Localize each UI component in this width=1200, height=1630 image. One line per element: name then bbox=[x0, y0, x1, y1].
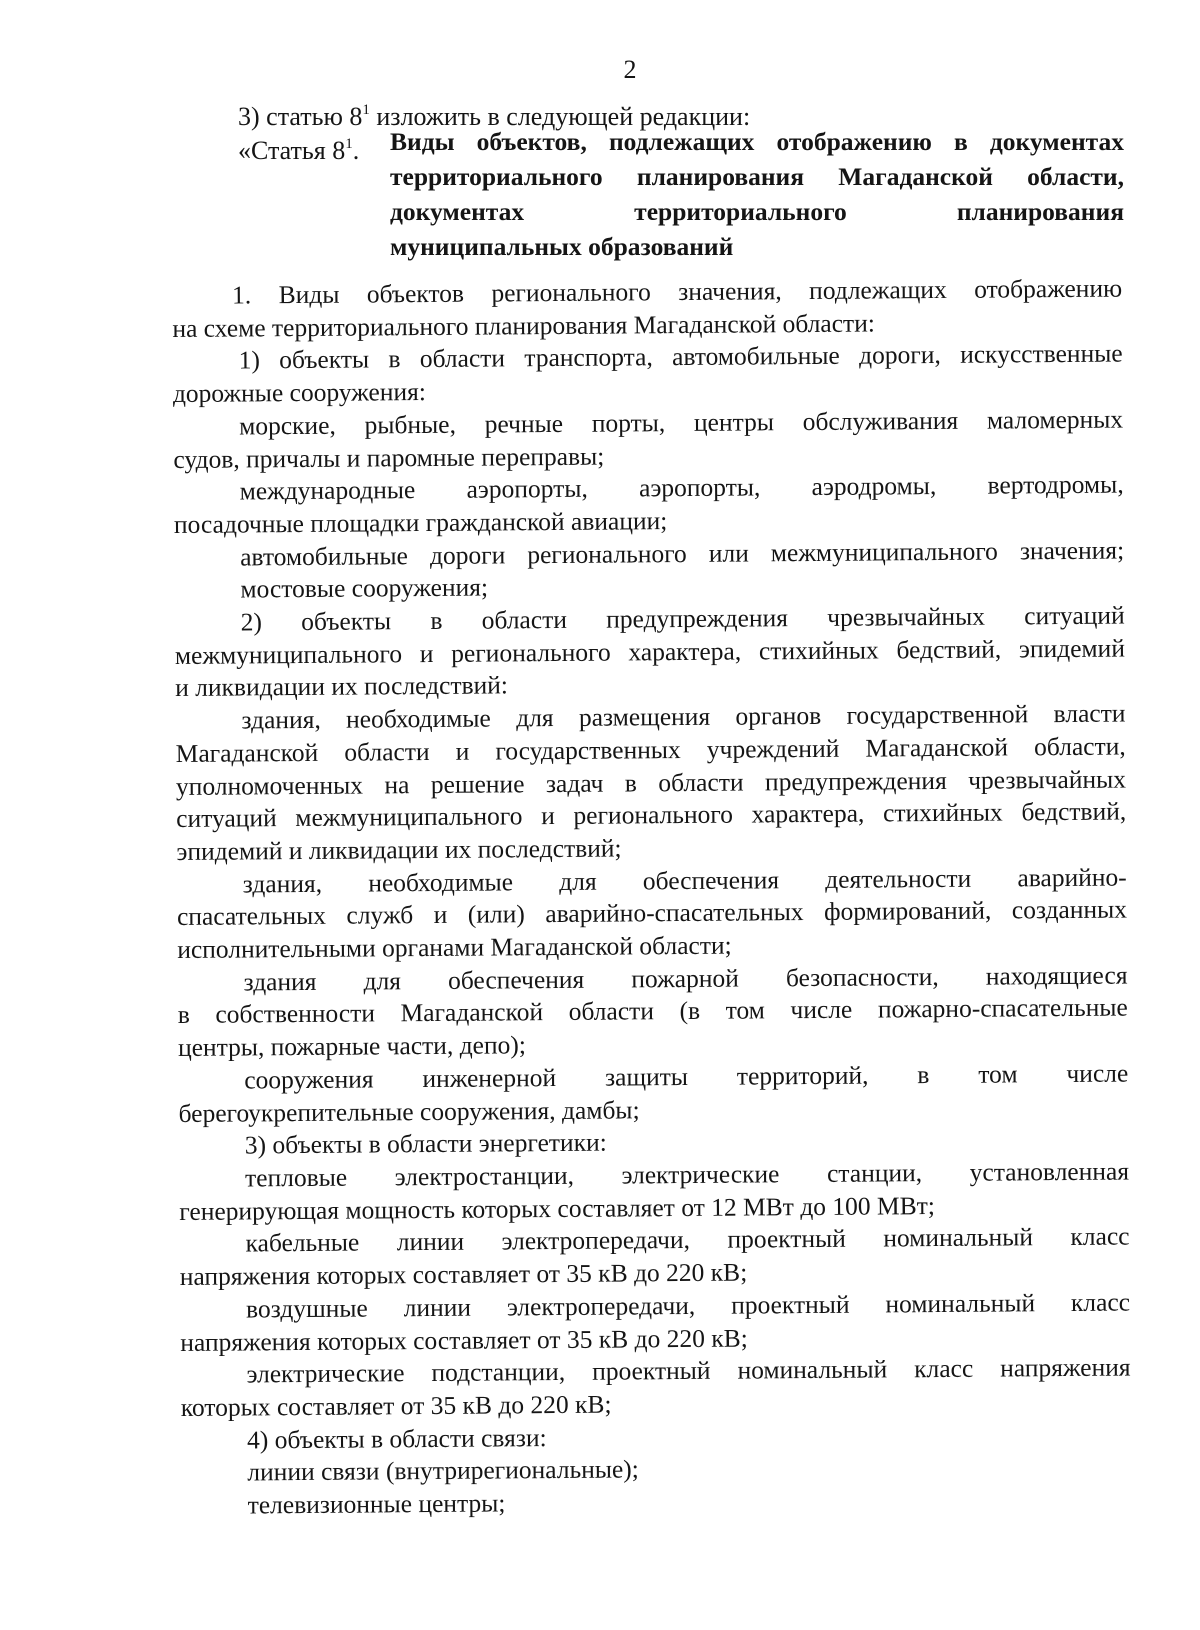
article-title-line: документах территориального планирования bbox=[390, 197, 1124, 226]
body-line: 2) объекты в области предупреждения чрезвычайных ситуаций bbox=[240, 600, 1125, 637]
body-line: генерирующая мощность которых составляет от 12 МВт до 100 МВт; bbox=[179, 1190, 936, 1226]
body-line: спасательных служб и (или) аварийно-спасательных формирований, созданных bbox=[176, 894, 1128, 932]
body-line: телевизионные центры; bbox=[247, 1488, 506, 1520]
body-line: в собственности Магаданской области (в том числе пожарно-спасательные bbox=[177, 992, 1128, 1030]
body-line: судов, причалы и паромные переправы; bbox=[173, 441, 605, 474]
body-line: кабельные линии электропередачи, проектный номинальный класс bbox=[245, 1221, 1130, 1258]
body-line: международные аэропорты, аэропорты, аэродромы, вертодромы, bbox=[239, 469, 1124, 506]
body-line: напряжения которых составляет от 35 кВ до 220 кВ; bbox=[180, 1323, 748, 1357]
article-title-line: муниципальных образований bbox=[390, 232, 734, 261]
body-line: уполномоченных на решение задач в области предупреждения чрезвычайных bbox=[175, 764, 1127, 801]
body-line: воздушные линии электропередачи, проектный номинальный класс bbox=[245, 1287, 1131, 1324]
body-line: мостовые сооружения; bbox=[240, 572, 489, 604]
body-line: сооружения инженерной защиты территорий, в том числе bbox=[244, 1058, 1129, 1095]
body-line: которых составляет от 35 кВ до 220 кВ; bbox=[180, 1389, 612, 1422]
body-line: 4) объекты в области связи: bbox=[246, 1422, 547, 1455]
body-line: 1) объекты в области транспорта, автомобильные дороги, искусственные bbox=[238, 338, 1123, 375]
body-line: автомобильные дороги регионального или межмуниципального значения; bbox=[240, 535, 1125, 572]
body-line: здания, необходимые для обеспечения деятельности аварийно- bbox=[242, 862, 1127, 899]
intro-text-start: 3) статью 8 bbox=[238, 102, 363, 131]
article-label-superscript: 1 bbox=[345, 136, 353, 152]
body-line: напряжения которых составляет от 35 кВ до 220 кВ; bbox=[179, 1257, 748, 1292]
article-label-dot: . bbox=[352, 136, 360, 165]
article-title bbox=[390, 124, 1124, 264]
body-line: эпидемий и ликвидации их последствий; bbox=[176, 833, 622, 866]
article-label-text: «Статья 8 bbox=[238, 136, 346, 165]
body-line: здания, необходимые для размещения органов государственной власти bbox=[241, 698, 1126, 735]
body-line: посадочные площадки гражданской авиации; bbox=[173, 506, 668, 539]
body-line: линии связи (внутрирегиональные); bbox=[247, 1454, 639, 1487]
body-line: тепловые электростанции, электрические станции, установленная bbox=[244, 1156, 1130, 1193]
page-number: 2 bbox=[623, 55, 637, 84]
article-title-line: Виды объектов, подлежащих отображению в документах bbox=[390, 127, 1124, 156]
body-line: дорожные сооружения: bbox=[172, 377, 427, 409]
body-line: берегоукрепительные сооружения, дамбы; bbox=[178, 1094, 640, 1128]
article-label bbox=[238, 136, 359, 166]
body-line: 1. Виды объектов регионального значения, подлежащих отображению bbox=[232, 273, 1123, 310]
body-line: на схеме территориального планирования Магаданской области: bbox=[172, 308, 875, 343]
article-body bbox=[172, 273, 1132, 1523]
intro-text-end: изложить в следующей редакции: bbox=[369, 102, 751, 131]
body-line: морские, рыбные, речные порты, центры обслуживания маломерных bbox=[239, 404, 1124, 441]
body-line: 3) объекты в области энергетики: bbox=[244, 1127, 607, 1160]
body-line: межмуниципального и регионального характера, стихийных бедствий, эпидемий bbox=[174, 633, 1126, 670]
body-line: электрические подстанции, проектный номинальный класс напряжения bbox=[246, 1352, 1131, 1389]
article-title-line: территориального планирования Магаданской области, bbox=[390, 162, 1124, 191]
body-line: Магаданской области и государственных учреждений Магаданской области, bbox=[175, 731, 1126, 768]
body-line: и ликвидации их последствий: bbox=[175, 670, 509, 703]
body-line: исполнительными органами Магаданской области; bbox=[177, 930, 732, 965]
body-line: ситуаций межмуниципального и регионального характера, стихийных бедствий, bbox=[176, 796, 1127, 834]
intro-superscript: 1 bbox=[362, 102, 370, 118]
body-line: центры, пожарные части, депо); bbox=[177, 1030, 527, 1063]
body-line: здания для обеспечения пожарной безопасности, находящиеся bbox=[243, 960, 1128, 997]
